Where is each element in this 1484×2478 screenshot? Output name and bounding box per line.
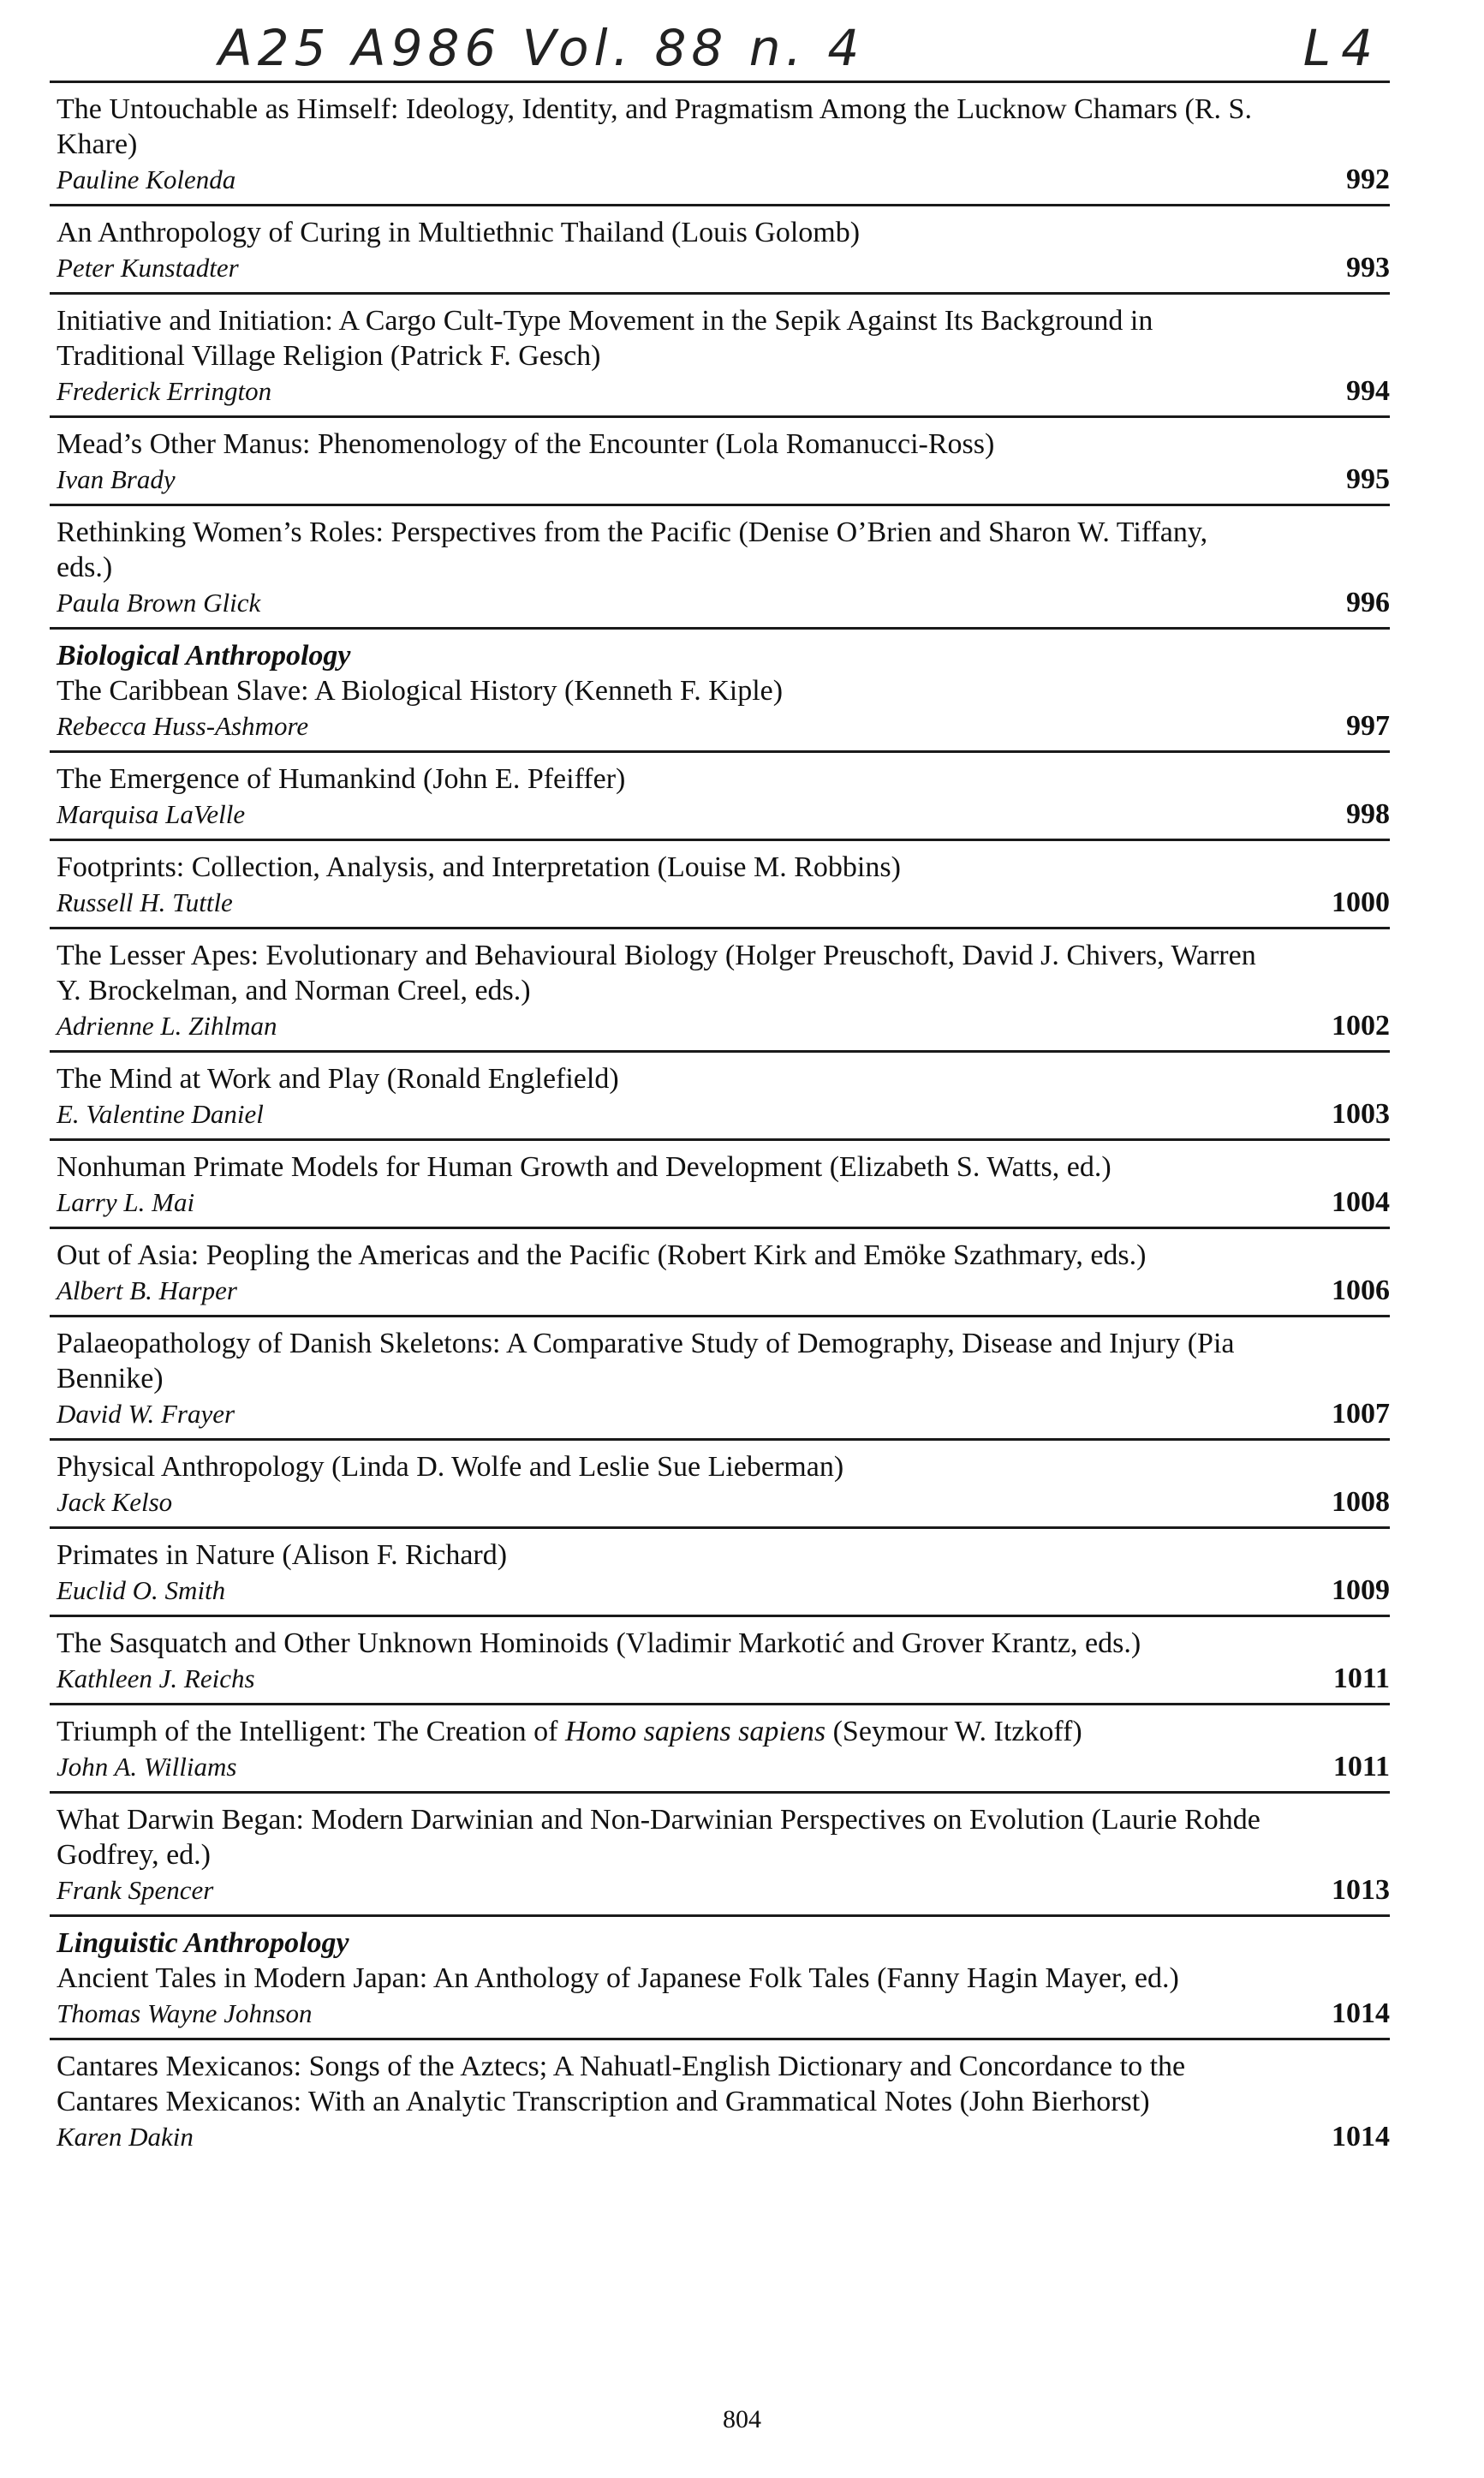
toc-entry xyxy=(50,1791,1390,1914)
reviewer-name: Adrienne L. Zihlman xyxy=(57,1011,277,1041)
reviewer-name: Russell H. Tuttle xyxy=(57,887,233,917)
page-reference: 1000 xyxy=(1332,887,1390,918)
page-reference: 1011 xyxy=(1332,1751,1390,1782)
toc-entry xyxy=(50,1703,1390,1791)
entry-byline xyxy=(57,1749,1390,1784)
toc-entry xyxy=(50,839,1390,927)
book-title: The Sasquatch and Other Unknown Hominoids (Vladimir Markotić and Grover Krantz, eds.) xyxy=(57,1627,1141,1659)
handwritten-call-number: A25 A986 Vol. 88 n. 4 xyxy=(218,19,865,77)
reviewer-name: Rebecca Huss-Ashmore xyxy=(57,711,309,741)
entry-byline xyxy=(57,462,1390,497)
reviewer-name: Euclid O. Smith xyxy=(57,1575,226,1605)
reviewer-name: E. Valentine Daniel xyxy=(57,1099,264,1129)
book-title: Cantares Mexicanos: Songs of the Aztecs; A Nahuatl-English Dictionary and Concordance to the Cantares Mexicanos: With an Analytic Transcription and Grammatical Notes (John Bierhorst) xyxy=(57,2051,1186,2117)
book-title: Rethinking Women’s Roles: Perspectives from the Pacific (Denise O’Brien and Sharon W. Tiffany, eds.) xyxy=(57,516,1208,583)
entry-byline xyxy=(57,1396,1390,1431)
page-reference: 1008 xyxy=(1332,1486,1390,1518)
handwritten-annotation xyxy=(218,19,1400,86)
page-number: 804 xyxy=(723,2405,761,2433)
book-title: Mead’s Other Manus: Phenomenology of the Encounter (Lola Romanucci-Ross) xyxy=(57,428,995,460)
reviewer-name: Paula Brown Glick xyxy=(57,588,261,618)
toc-entry xyxy=(50,1438,1390,1526)
reviewer-name: Thomas Wayne Johnson xyxy=(57,1998,313,2028)
page-reference: 1006 xyxy=(1332,1275,1390,1306)
book-title: Primates in Nature (Alison F. Richard) xyxy=(57,1539,508,1571)
entry-byline xyxy=(57,1573,1390,1608)
book-title: Initiative and Initiation: A Cargo Cult-Type Movement in the Sepik Against Its Background in Traditional Village Religion (Patrick F. Gesch) xyxy=(57,305,1153,372)
book-title: The Caribbean Slave: A Biological History (Kenneth F. Kiple) xyxy=(57,675,784,707)
reviewer-name: John A. Williams xyxy=(57,1752,237,1782)
reviewer-name: Jack Kelso xyxy=(57,1487,173,1517)
toc-entry xyxy=(50,81,1390,204)
book-title: An Anthropology of Curing in Multiethnic Thailand (Louis Golomb) xyxy=(57,217,861,248)
book-title: Ancient Tales in Modern Japan: An Anthology of Japanese Folk Tales (Fanny Hagin Mayer, ed.) xyxy=(57,1962,1179,1994)
entry-byline xyxy=(57,1096,1390,1132)
entry-byline xyxy=(57,585,1390,620)
reviewer-name: Karen Dakin xyxy=(57,2122,194,2152)
book-title: Out of Asia: Peopling the Americas and the Pacific (Robert Kirk and Emöke Szathmary, eds.) xyxy=(57,1239,1147,1271)
page-reference: 1011 xyxy=(1332,1663,1390,1694)
entry-byline xyxy=(57,1008,1390,1043)
entry-byline xyxy=(57,250,1390,285)
toc-entry xyxy=(50,1526,1390,1615)
reviewer-name: Pauline Kolenda xyxy=(57,164,236,194)
toc-entry xyxy=(50,1315,1390,1438)
page-reference: 998 xyxy=(1346,798,1390,830)
book-title: The Emergence of Humankind (John E. Pfeiffer) xyxy=(57,763,626,795)
entry-byline xyxy=(57,162,1390,197)
reviewer-name: Marquisa LaVelle xyxy=(57,799,246,829)
handwritten-shelf-mark: L4 xyxy=(1302,19,1383,77)
entry-byline xyxy=(57,885,1390,920)
entry-byline xyxy=(57,373,1390,409)
page-reference: 1009 xyxy=(1332,1574,1390,1606)
reviewer-name: Peter Kunstadter xyxy=(57,253,239,283)
section-heading: Biological Anthropology xyxy=(57,640,351,672)
entry-byline xyxy=(57,1872,1390,1908)
page-reference: 1013 xyxy=(1332,1874,1390,1906)
reviewer-name: Kathleen J. Reichs xyxy=(57,1663,255,1693)
entry-byline xyxy=(57,2119,1390,2154)
italic-book-name: Homo sapiens sapiens xyxy=(564,1716,826,1747)
toc-entry xyxy=(50,1914,1390,2038)
book-title: What Darwin Began: Modern Darwinian and Non-Darwinian Perspectives on Evolution (Laurie Rohde Godfrey, ed.) xyxy=(57,1804,1261,1871)
toc-entry xyxy=(50,750,1390,839)
page-reference: 994 xyxy=(1346,375,1390,407)
reviewer-name: Albert B. Harper xyxy=(57,1275,237,1305)
toc-entry xyxy=(50,415,1390,504)
book-title: The Lesser Apes: Evolutionary and Behavioural Biology (Holger Preuschoft, David J. Chivers, Warren Y. Brockelman, and Norman Creel, eds.) xyxy=(57,940,1256,1006)
page-reference: 1007 xyxy=(1332,1398,1390,1430)
page-reference: 992 xyxy=(1346,164,1390,195)
entry-byline xyxy=(57,708,1390,743)
entry-byline xyxy=(57,797,1390,832)
book-title: The Untouchable as Himself: Ideology, Identity, and Pragmatism Among the Lucknow Chamars (R. S. Khare) xyxy=(57,93,1252,160)
book-title: Palaeopathology of Danish Skeletons: A Comparative Study of Demography, Disease and Injury (Pia Bennike) xyxy=(57,1328,1235,1394)
page-reference: 995 xyxy=(1346,463,1390,495)
book-title: Triumph of the Intelligent: The Creation of Homo sapiens sapiens (Seymour W. Itzkoff) xyxy=(57,1716,1082,1747)
page-reference: 996 xyxy=(1346,587,1390,618)
toc-entry xyxy=(50,627,1390,750)
entry-byline xyxy=(57,1996,1390,2031)
entry-byline xyxy=(57,1185,1390,1220)
toc-entry xyxy=(50,927,1390,1050)
toc-entry xyxy=(50,1227,1390,1315)
book-title: The Mind at Work and Play (Ronald Englefield) xyxy=(57,1063,619,1095)
book-title: Footprints: Collection, Analysis, and Interpretation (Louise M. Robbins) xyxy=(57,851,901,883)
reviewer-name: Frederick Errington xyxy=(57,376,272,406)
reviewer-name: David W. Frayer xyxy=(57,1399,235,1429)
entry-byline xyxy=(57,1273,1390,1308)
toc-entry xyxy=(50,504,1390,627)
reviewer-name: Ivan Brady xyxy=(57,464,176,494)
page-reference: 1003 xyxy=(1332,1098,1390,1130)
reviewer-name: Frank Spencer xyxy=(57,1875,214,1905)
page-reference: 1014 xyxy=(1332,1997,1390,2029)
reviewer-name: Larry L. Mai xyxy=(57,1187,195,1217)
toc-entry xyxy=(50,1615,1390,1703)
table-of-contents xyxy=(50,81,1390,2161)
page-reference: 1004 xyxy=(1332,1186,1390,1218)
book-title: Nonhuman Primate Models for Human Growth and Development (Elizabeth S. Watts, ed.) xyxy=(57,1151,1112,1183)
page-reference: 997 xyxy=(1346,710,1390,742)
section-heading: Linguistic Anthropology xyxy=(57,1927,349,1959)
toc-entry xyxy=(50,204,1390,292)
toc-entry xyxy=(50,292,1390,415)
page-reference: 1014 xyxy=(1332,2121,1390,2153)
toc-entry xyxy=(50,1050,1390,1138)
toc-entry xyxy=(50,2038,1390,2161)
toc-entry xyxy=(50,1138,1390,1227)
book-title: Physical Anthropology (Linda D. Wolfe and Leslie Sue Lieberman) xyxy=(57,1451,844,1483)
entry-byline xyxy=(57,1484,1390,1520)
page-reference: 993 xyxy=(1346,252,1390,284)
entry-byline xyxy=(57,1661,1390,1696)
page-reference: 1002 xyxy=(1332,1010,1390,1042)
